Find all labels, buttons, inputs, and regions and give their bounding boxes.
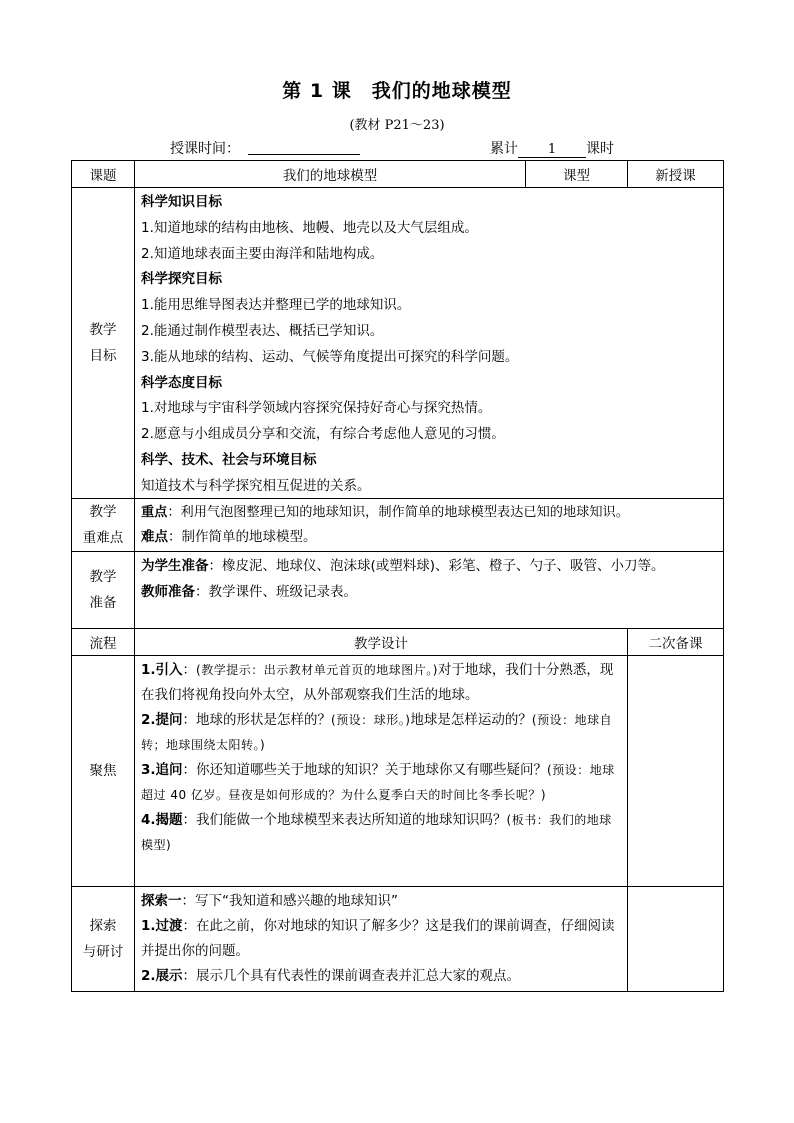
step-label: 3.追问 [141, 762, 183, 778]
total-hours [490, 138, 614, 158]
goal-item: 2.愿意与小组成员分享和交流，有综合考虑他人意见的习惯。 [141, 426, 505, 443]
focus-section-label: 聚焦 [72, 656, 135, 887]
lesson-meta [0, 138, 794, 158]
step-label: 2.提问 [141, 712, 183, 728]
explore-label-line1: 探索 [89, 918, 117, 934]
teacher-prep-text: ：教学课件、班级记录表。 [195, 583, 357, 600]
goal-item: 1.对地球与宇宙科学领域内容探究保持好奇心与探究热情。 [141, 400, 492, 417]
step-text: 地球是怎样运动的？ [410, 712, 532, 728]
teaching-hint: (预设：球形。) [331, 713, 411, 727]
goals-label [72, 188, 135, 499]
explore-label [72, 887, 135, 992]
focus-label-line2: 重难点 [82, 530, 124, 546]
goal-section-title: 科学探究目标 [141, 271, 222, 288]
focus-section-content [135, 656, 628, 887]
student-prep-text: ：橡皮泥、地球仪、泡沫球(或塑料球)、彩笔、橙子、勺子、吸管、小刀等。 [208, 558, 665, 574]
step-text: ：我们能做一个地球模型来表达所知道的地球知识吗？ [182, 812, 507, 828]
explore-label-line2: 与研讨 [82, 944, 124, 960]
goals-content [135, 188, 724, 499]
goal-section-title: 科学知识目标 [141, 194, 222, 210]
goal-section-title: 科学态度目标 [141, 374, 222, 391]
step-text: ：地球的形状是怎样的？ [182, 712, 332, 728]
topic-label: 课题 [72, 161, 135, 188]
prep-label-line2: 准备 [89, 595, 117, 611]
textbook-pages: (教材 P21～23) [349, 118, 445, 133]
goal-item: 3.能从地球的结构、运动、气候等角度提出可探究的科学问题。 [141, 348, 519, 365]
goals-label-line2: 目标 [89, 348, 117, 364]
lesson-title: 第 1 课 我们的地球模型 [282, 80, 512, 102]
explore-content [135, 887, 628, 992]
second-prep-cell [628, 887, 724, 992]
second-prep-header: 二次备课 [628, 629, 724, 656]
teacher-prep-label: 教师准备 [141, 583, 195, 600]
goal-item: 知道技术与科学探究相互促进的关系。 [141, 477, 371, 494]
class-time-label: 授课时间： [170, 141, 240, 157]
step-text: 对于地球，我们十分熟悉，现在我们将视角投向外太空，从外部观察我们生活的地球。 [141, 662, 614, 703]
goals-row [72, 188, 724, 499]
class-time-blank [248, 154, 360, 155]
prep-row [72, 552, 724, 629]
goal-section-title: 科学、技术、社会与环境目标 [141, 451, 317, 468]
explore-row [72, 887, 724, 992]
teaching-hint: (预设：地球自转；地球围绕太阳转。) [141, 713, 613, 752]
step-label: 1.过渡 [141, 918, 183, 934]
goal-item: 1.知道地球的结构由地核、地幔、地壳以及大气层组成。 [141, 219, 478, 236]
lesson-type-value: 新授课 [628, 161, 724, 188]
explore-title-text: ：写下“我知道和感兴趣的地球知识” [181, 893, 398, 909]
student-prep-label: 为学生准备 [141, 558, 209, 574]
focus-row [72, 499, 724, 552]
goal-item: 2.能通过制作模型表达、概括已学知识。 [141, 322, 384, 339]
difficulty-label: 难点 [141, 529, 168, 545]
topic-row [72, 161, 724, 188]
prep-content [135, 552, 724, 629]
prep-label [72, 552, 135, 629]
goal-item: 2.知道地球表面主要由海洋和陆地构成。 [141, 245, 384, 262]
step-text: ： [182, 662, 197, 678]
goals-label-line1: 教学 [89, 322, 117, 338]
explore-title-label: 探索一 [141, 893, 182, 909]
goal-item: 1.能用思维导图表达并整理已学的地球知识。 [141, 297, 411, 314]
key-point-text: ：利用气泡图整理已知的地球知识，制作简单的地球模型表达已知的地球知识。 [167, 505, 629, 520]
focus-content [135, 499, 724, 552]
step-label: 2.展示 [141, 968, 183, 984]
flow-header: 流程 [72, 629, 135, 656]
difficulty-text: ：制作简单的地球模型。 [168, 529, 317, 545]
total-hours-prefix: 累计 [490, 141, 518, 157]
focus-label-line1: 教学 [89, 504, 117, 520]
second-prep-cell [628, 656, 724, 887]
step-label: 1.引入 [141, 662, 183, 678]
step-text: ：在此之前，你对地球的知识了解多少？这是我们的课前调查，仔细阅读并提出你的问题。 [141, 918, 615, 959]
design-header: 教学设计 [135, 629, 628, 656]
prep-label-line1: 教学 [89, 569, 117, 585]
teaching-hint: (教学提示：出示教材单元首页的地球图片。) [196, 663, 438, 677]
step-text: ：你还知道哪些关于地球的知识？关于地球你又有哪些疑问？ [182, 762, 548, 778]
design-header-row [72, 629, 724, 656]
lesson-type-label: 课型 [526, 161, 628, 188]
total-hours-suffix: 课时 [586, 141, 614, 157]
teaching-hint: (预设：地球超过 40 亿岁。昼夜是如何形成的？为什么夏季白天的时间比冬季长呢？) [141, 763, 615, 802]
total-hours-value: 1 [518, 142, 586, 158]
step-text: ：展示几个具有代表性的课前调查表并汇总大家的观点。 [182, 968, 521, 984]
teaching-hint: (板书：我们的地球模型) [141, 813, 612, 852]
lesson-plan-table [71, 160, 724, 992]
focus-label [72, 499, 135, 552]
step-label: 4.揭题 [141, 812, 183, 828]
key-point-label: 重点 [141, 505, 168, 520]
topic-value: 我们的地球模型 [135, 161, 526, 188]
focus-section-row [72, 656, 724, 887]
